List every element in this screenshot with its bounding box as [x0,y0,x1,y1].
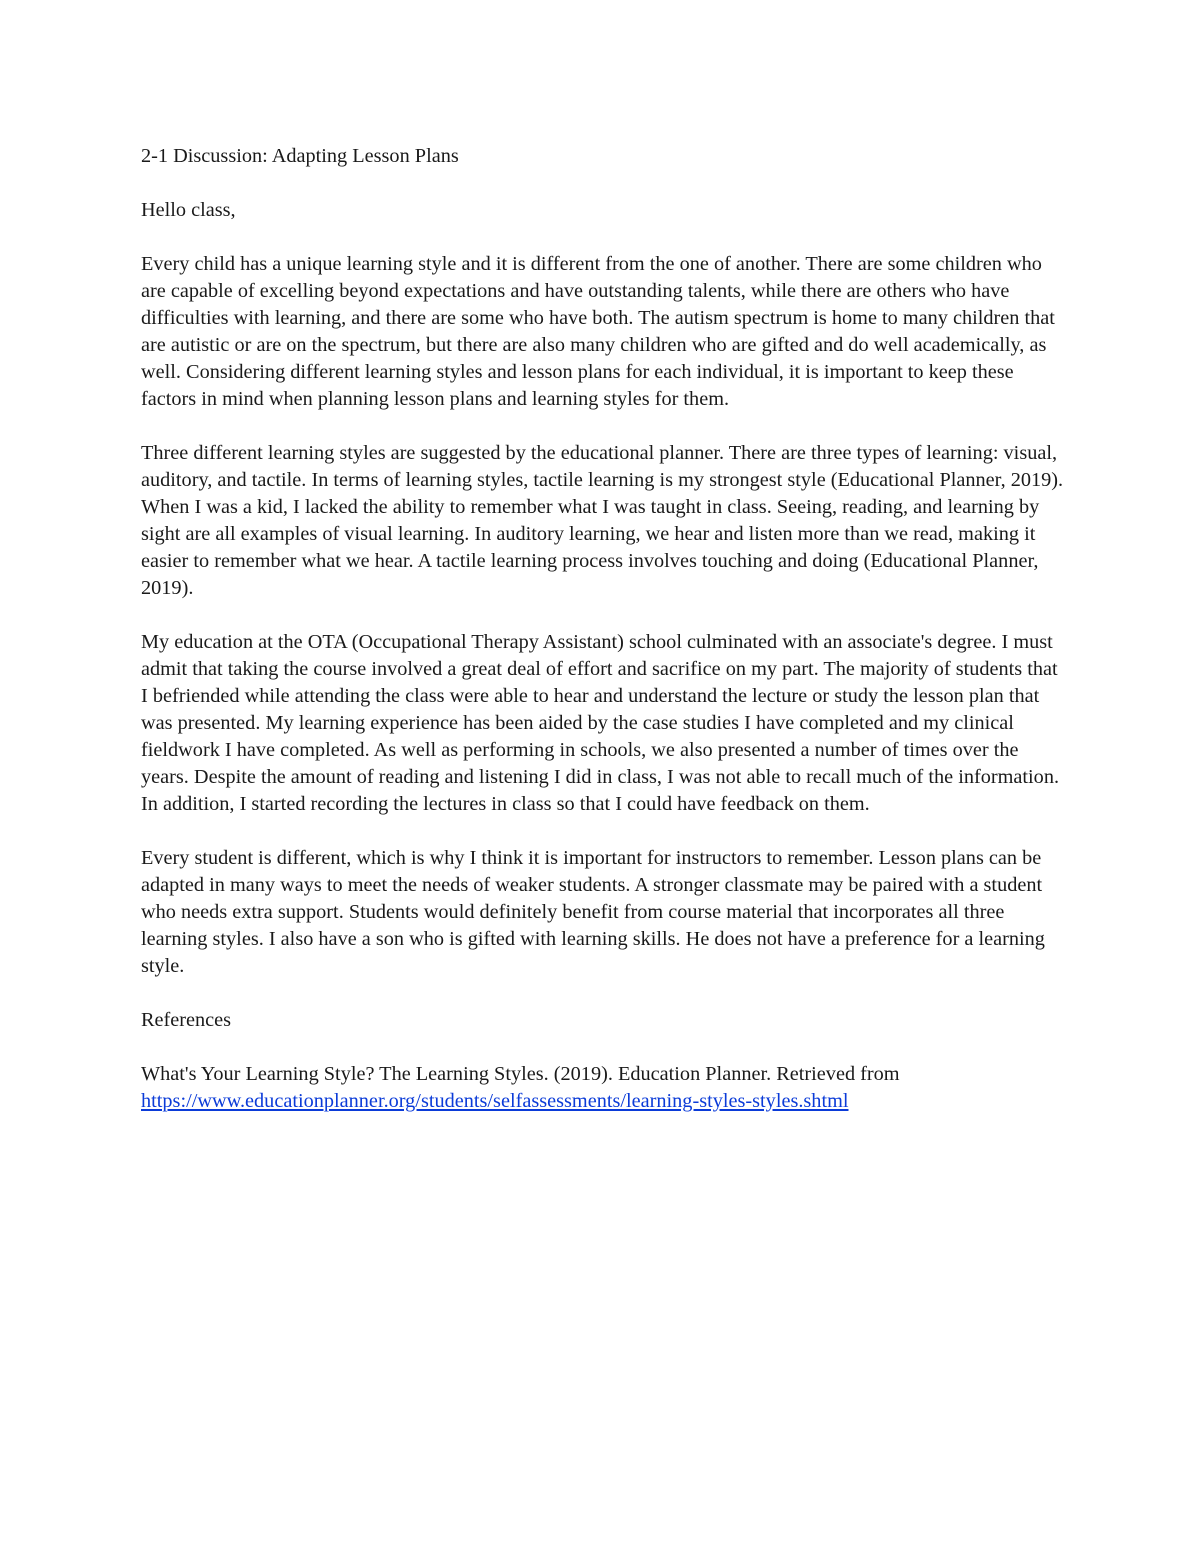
paragraph-learning-styles: Every child has a unique learning style and it is different from the one of another. There are some children who are capable of excelling beyond expectations and have outstanding talents, while there are others who have difficulties with learning, and there are some who have both. The autism spectrum is home to many children that are autistic or are on the spectrum, but there are also many children who are gifted and do well academically, as well. Considering different learning styles and lesson plans for each individual, it is important to keep these factors in mind when planning lesson plans and learning styles for them. [141,253,1055,410]
document-body [141,143,1066,1142]
paragraph-every-student: Every student is different, which is why I think it is important for instructors to remember. Lesson plans can be adapted in many ways to meet the needs of weaker students. A stronger classmate may be paired with a student who needs extra support. Students would definitely benefit from course material that incorporates all three learning styles. I also have a son who is gifted with learning skills. He does not have a preference for a learning style. [141,847,1045,977]
paragraph-ota-education: My education at the OTA (Occupational Therapy Assistant) school culminated with an associate's degree. I must admit that taking the course involved a great deal of effort and sacrifice on my part. The majority of students that I befriended while attending the class were able to hear and understand the lecture or study the lesson plan that was presented. My learning experience has been aided by the case studies I have completed and my clinical fieldwork I have completed. As well as performing in schools, we also presented a number of times over the years. Despite the amount of reading and listening I did in class, I was not able to recall much of the information. In addition, I started recording the lectures in class so that I could have feedback on them. [141,631,1060,815]
reference-entry [141,1061,1066,1115]
document-title: 2-1 Discussion: Adapting Lesson Plans [141,145,459,167]
reference-text: What's Your Learning Style? The Learning Styles. (2019). Education Planner. Retrieved from [141,1063,900,1085]
greeting: Hello class, [141,199,236,221]
references-heading: References [141,1009,232,1031]
reference-link[interactable]: https://www.educationplanner.org/students/selfassessments/learning-styles-styles.shtml [141,1090,849,1112]
paragraph-three-styles: Three different learning styles are suggested by the educational planner. There are three types of learning: visual, auditory, and tactile. In terms of learning styles, tactile learning is my strongest style (Educational Planner, 2019). When I was a kid, I lacked the ability to remember what I was taught in class. Seeing, reading, and learning by sight are all examples of visual learning. In auditory learning, we hear and listen more than we read, making it easier to remember what we hear. A tactile learning process involves touching and doing (Educational Planner, 2019). [141,442,1064,599]
